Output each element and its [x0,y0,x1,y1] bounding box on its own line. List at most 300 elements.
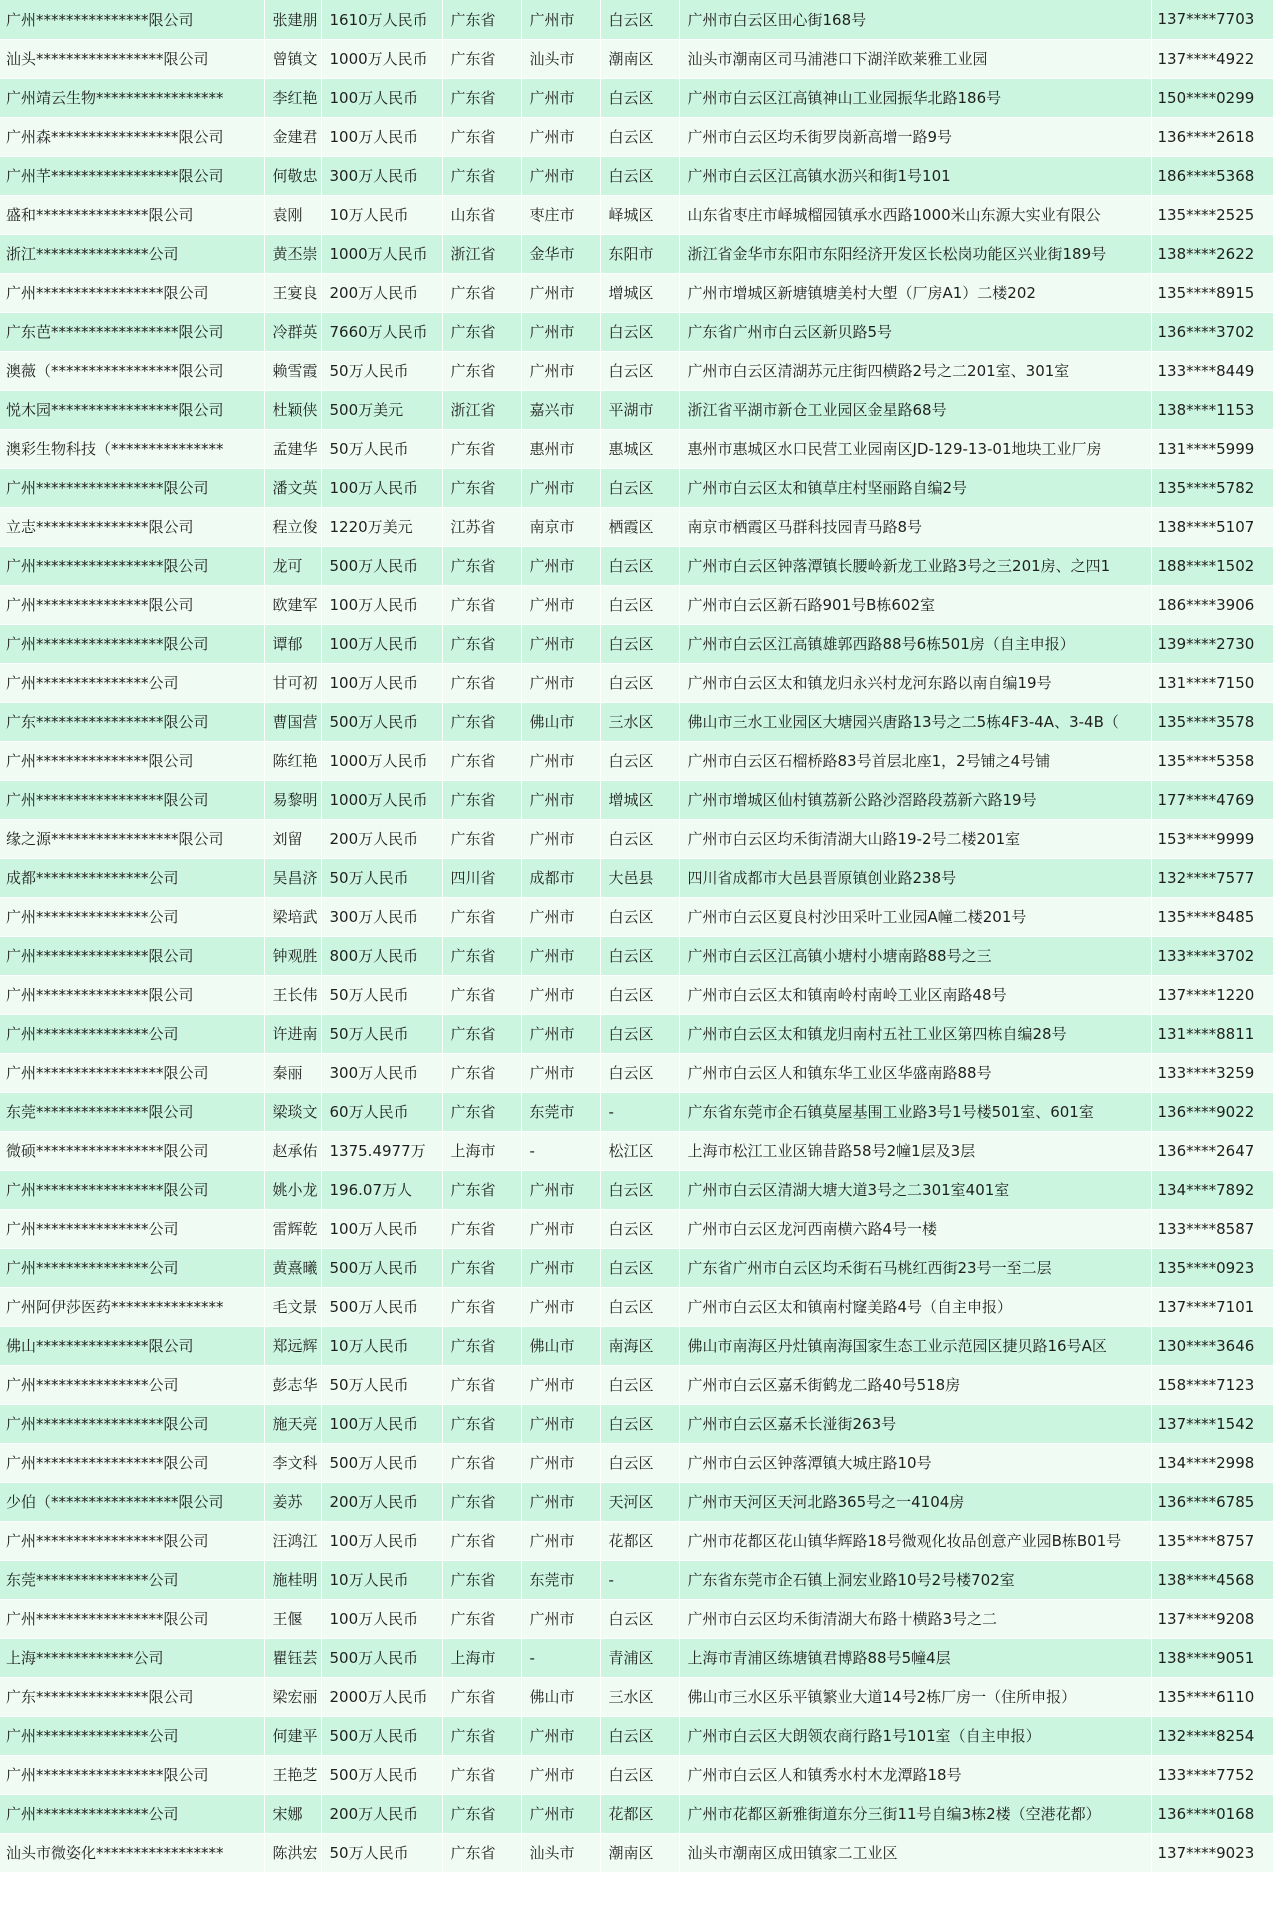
city-cell: 嘉兴市 [521,390,600,429]
company-name-cell: 澳彩生物科技（*************** [0,429,264,468]
city-cell: 广州市 [521,585,600,624]
province-cell: 广东省 [442,468,521,507]
company-name-cell: 广州*****************限公司 [0,1053,264,1092]
province-cell: 广东省 [442,1521,521,1560]
district-cell: 青浦区 [600,1638,679,1677]
district-cell: 大邑县 [600,858,679,897]
province-cell: 广东省 [442,702,521,741]
legal-rep-cell: 赖雪霞 [264,351,321,390]
legal-rep-cell: 陈红艳 [264,741,321,780]
city-cell: 广州市 [521,663,600,702]
city-cell: - [521,1638,600,1677]
city-cell: 广州市 [521,819,600,858]
address-cell: 广州市天河区天河北路365号之一4104房 [679,1482,1151,1521]
district-cell: 白云区 [600,117,679,156]
address-cell: 广州市白云区均禾街罗岗新高增一路9号 [679,117,1151,156]
table-row [0,1170,1273,1209]
legal-rep-cell: 姜苏 [264,1482,321,1521]
company-name-cell: 东莞***************公司 [0,1560,264,1599]
registered-capital-cell: 200万人民币 [321,1482,442,1521]
phone-cell: 134****2998 [1151,1443,1273,1482]
table-row [0,1833,1273,1872]
city-cell: 广州市 [521,312,600,351]
registered-capital-cell: 100万人民币 [321,117,442,156]
district-cell: 白云区 [600,1599,679,1638]
province-cell: 广东省 [442,1560,521,1599]
legal-rep-cell: 陈洪宏 [264,1833,321,1872]
registered-capital-cell: 500万人民币 [321,1287,442,1326]
district-cell: 白云区 [600,585,679,624]
address-cell: 广州市白云区江高镇雄郭西路88号6栋501房（自主申报） [679,624,1151,663]
district-cell: 白云区 [600,0,679,39]
address-cell: 广州市白云区大朗领农商行路1号101室（自主申报） [679,1716,1151,1755]
table-row [0,195,1273,234]
phone-cell: 131****7150 [1151,663,1273,702]
province-cell: 广东省 [442,351,521,390]
phone-cell: 136****2618 [1151,117,1273,156]
address-cell: 汕头市潮南区成田镇家二工业区 [679,1833,1151,1872]
phone-cell: 150****0299 [1151,78,1273,117]
table-row [0,1443,1273,1482]
district-cell: 白云区 [600,819,679,858]
province-cell: 广东省 [442,936,521,975]
legal-rep-cell: 彭志华 [264,1365,321,1404]
district-cell: 东阳市 [600,234,679,273]
company-name-cell: 广州*****************限公司 [0,468,264,507]
table-row [0,1521,1273,1560]
legal-rep-cell: 王偃 [264,1599,321,1638]
registered-capital-cell: 100万人民币 [321,1521,442,1560]
city-cell: 汕头市 [521,1833,600,1872]
legal-rep-cell: 李红艳 [264,78,321,117]
company-name-cell: 广州***************公司 [0,1248,264,1287]
phone-cell: 135****5782 [1151,468,1273,507]
legal-rep-cell: 姚小龙 [264,1170,321,1209]
table-row [0,702,1273,741]
table-row [0,351,1273,390]
address-cell: 广州市白云区江高镇水沥兴和街1号101 [679,156,1151,195]
registered-capital-cell: 1000万人民币 [321,780,442,819]
registered-capital-cell: 500万人民币 [321,1248,442,1287]
company-name-cell: 成都***************公司 [0,858,264,897]
table-row [0,1599,1273,1638]
company-name-cell: 广州***************公司 [0,663,264,702]
table-row [0,975,1273,1014]
legal-rep-cell: 梁培武 [264,897,321,936]
district-cell: 白云区 [600,975,679,1014]
company-name-cell: 悦木园*****************限公司 [0,390,264,429]
province-cell: 广东省 [442,819,521,858]
registered-capital-cell: 196.07万人 [321,1170,442,1209]
city-cell: 广州市 [521,936,600,975]
phone-cell: 135****2525 [1151,195,1273,234]
phone-cell: 135****8757 [1151,1521,1273,1560]
legal-rep-cell: 杜颖侠 [264,390,321,429]
legal-rep-cell: 汪鸿江 [264,1521,321,1560]
province-cell: 广东省 [442,312,521,351]
registered-capital-cell: 60万人民币 [321,1092,442,1131]
city-cell: 广州市 [521,0,600,39]
table-row [0,858,1273,897]
legal-rep-cell: 易黎明 [264,780,321,819]
address-cell: 广州市白云区龙河西南横六路4号一楼 [679,1209,1151,1248]
district-cell: 白云区 [600,1209,679,1248]
district-cell: 天河区 [600,1482,679,1521]
table-row [0,390,1273,429]
city-cell: 广州市 [521,1521,600,1560]
address-cell: 佛山市三水工业园区大塘园兴唐路13号之二5栋4F3-4A、3-4B（ [679,702,1151,741]
company-name-cell: 浙江***************公司 [0,234,264,273]
city-cell: 广州市 [521,624,600,663]
company-name-cell: 广州*****************限公司 [0,780,264,819]
phone-cell: 137****1542 [1151,1404,1273,1443]
district-cell: 潮南区 [600,1833,679,1872]
registered-capital-cell: 500万美元 [321,390,442,429]
city-cell: 广州市 [521,1209,600,1248]
company-name-cell: 广州*****************限公司 [0,1599,264,1638]
address-cell: 广州市白云区太和镇龙归永兴村龙河东路以南自编19号 [679,663,1151,702]
city-cell: 广州市 [521,351,600,390]
district-cell: 花都区 [600,1521,679,1560]
city-cell: 枣庄市 [521,195,600,234]
table-row [0,507,1273,546]
legal-rep-cell: 许进南 [264,1014,321,1053]
table-row [0,234,1273,273]
registered-capital-cell: 50万人民币 [321,429,442,468]
address-cell: 广州市白云区嘉禾长湴街263号 [679,1404,1151,1443]
legal-rep-cell: 曹国营 [264,702,321,741]
table-row [0,1755,1273,1794]
registered-capital-cell: 50万人民币 [321,1833,442,1872]
legal-rep-cell: 梁宏丽 [264,1677,321,1716]
table-row [0,663,1273,702]
province-cell: 广东省 [442,1755,521,1794]
table-row [0,1092,1273,1131]
address-cell: 广州市白云区石榴桥路83号首层北座1，2号铺之4号铺 [679,741,1151,780]
district-cell: 三水区 [600,702,679,741]
district-cell: 白云区 [600,897,679,936]
city-cell: 广州市 [521,117,600,156]
table-row [0,1248,1273,1287]
address-cell: 广州市增城区仙村镇荔新公路沙滘路段荔新六路19号 [679,780,1151,819]
province-cell: 广东省 [442,1170,521,1209]
district-cell: 白云区 [600,1443,679,1482]
phone-cell: 135****8915 [1151,273,1273,312]
province-cell: 广东省 [442,546,521,585]
company-name-cell: 广州*****************限公司 [0,1170,264,1209]
table-row [0,780,1273,819]
address-cell: 惠州市惠城区水口民营工业园南区JD-129-13-01地块工业厂房 [679,429,1151,468]
registered-capital-cell: 1000万人民币 [321,234,442,273]
phone-cell: 132****8254 [1151,1716,1273,1755]
district-cell: 白云区 [600,1170,679,1209]
address-cell: 广州市白云区均禾街清湖大布路十横路3号之二 [679,1599,1151,1638]
province-cell: 广东省 [442,624,521,663]
district-cell: 白云区 [600,312,679,351]
city-cell: 佛山市 [521,702,600,741]
address-cell: 上海市松江工业区锦昔路58号2幢1层及3层 [679,1131,1151,1170]
province-cell: 广东省 [442,429,521,468]
table-row [0,741,1273,780]
registered-capital-cell: 200万人民币 [321,819,442,858]
company-name-cell: 汕头市微姿化***************** [0,1833,264,1872]
legal-rep-cell: 谭郁 [264,624,321,663]
city-cell: 成都市 [521,858,600,897]
province-cell: 广东省 [442,975,521,1014]
province-cell: 广东省 [442,663,521,702]
city-cell: 广州市 [521,1599,600,1638]
table-row [0,39,1273,78]
legal-rep-cell: 郑远辉 [264,1326,321,1365]
province-cell: 广东省 [442,780,521,819]
city-cell: 东莞市 [521,1560,600,1599]
legal-rep-cell: 王长伟 [264,975,321,1014]
legal-rep-cell: 何建平 [264,1716,321,1755]
phone-cell: 133****3259 [1151,1053,1273,1092]
district-cell: 白云区 [600,663,679,702]
table-row [0,1209,1273,1248]
legal-rep-cell: 毛文景 [264,1287,321,1326]
registered-capital-cell: 300万人民币 [321,156,442,195]
district-cell: 白云区 [600,351,679,390]
company-name-cell: 广州***************公司 [0,1716,264,1755]
registered-capital-cell: 50万人民币 [321,351,442,390]
phone-cell: 136****9022 [1151,1092,1273,1131]
company-name-cell: 广州*****************限公司 [0,273,264,312]
city-cell: 广州市 [521,780,600,819]
address-cell: 广州市白云区均禾街清湖大山路19-2号二楼201室 [679,819,1151,858]
phone-cell: 137****4922 [1151,39,1273,78]
phone-cell: 138****5107 [1151,507,1273,546]
company-name-cell: 广州***************公司 [0,1365,264,1404]
city-cell: 广州市 [521,1248,600,1287]
address-cell: 浙江省平湖市新仓工业园区金星路68号 [679,390,1151,429]
phone-cell: 130****3646 [1151,1326,1273,1365]
phone-cell: 131****8811 [1151,1014,1273,1053]
address-cell: 佛山市南海区丹灶镇南海国家生态工业示范园区捷贝路16号A区 [679,1326,1151,1365]
registered-capital-cell: 500万人民币 [321,546,442,585]
table-row [0,1677,1273,1716]
registered-capital-cell: 50万人民币 [321,858,442,897]
registered-capital-cell: 7660万人民币 [321,312,442,351]
province-cell: 广东省 [442,1443,521,1482]
city-cell: 广州市 [521,1053,600,1092]
company-name-cell: 广州***************限公司 [0,975,264,1014]
address-cell: 广州市白云区嘉禾街鹤龙二路40号518房 [679,1365,1151,1404]
province-cell: 广东省 [442,1404,521,1443]
phone-cell: 153****9999 [1151,819,1273,858]
phone-cell: 186****5368 [1151,156,1273,195]
registered-capital-cell: 500万人民币 [321,1443,442,1482]
table-row [0,546,1273,585]
phone-cell: 133****3702 [1151,936,1273,975]
address-cell: 山东省枣庄市峄城榴园镇承水西路1000米山东源大实业有限公 [679,195,1151,234]
company-name-cell: 佛山***************限公司 [0,1326,264,1365]
city-cell: 广州市 [521,975,600,1014]
province-cell: 广东省 [442,1677,521,1716]
registered-capital-cell: 100万人民币 [321,1404,442,1443]
table-row [0,1287,1273,1326]
phone-cell: 136****0168 [1151,1794,1273,1833]
phone-cell: 158****7123 [1151,1365,1273,1404]
table-row [0,1014,1273,1053]
district-cell: 白云区 [600,1248,679,1287]
district-cell: 白云区 [600,1716,679,1755]
registered-capital-cell: 2000万人民币 [321,1677,442,1716]
registered-capital-cell: 100万人民币 [321,468,442,507]
company-name-cell: 少伯（*****************限公司 [0,1482,264,1521]
city-cell: - [521,1131,600,1170]
table-row [0,936,1273,975]
phone-cell: 134****7892 [1151,1170,1273,1209]
phone-cell: 136****3702 [1151,312,1273,351]
legal-rep-cell: 冷群英 [264,312,321,351]
table-row [0,819,1273,858]
address-cell: 广州市白云区田心街168号 [679,0,1151,39]
district-cell: - [600,1092,679,1131]
registered-capital-cell: 300万人民币 [321,897,442,936]
address-cell: 广东省广州市白云区新贝路5号 [679,312,1151,351]
registered-capital-cell: 100万人民币 [321,1599,442,1638]
province-cell: 广东省 [442,1209,521,1248]
address-cell: 广州市花都区新雅街道东分三街11号自编3栋2楼（空港花都） [679,1794,1151,1833]
table-row [0,1131,1273,1170]
phone-cell: 136****2647 [1151,1131,1273,1170]
address-cell: 广州市白云区清湖苏元庄街四横路2号之二201室、301室 [679,351,1151,390]
legal-rep-cell: 李文科 [264,1443,321,1482]
city-cell: 金华市 [521,234,600,273]
legal-rep-cell: 程立俊 [264,507,321,546]
registered-capital-cell: 300万人民币 [321,1053,442,1092]
province-cell: 广东省 [442,1014,521,1053]
table-row [0,1716,1273,1755]
company-name-cell: 广州靖云生物***************** [0,78,264,117]
city-cell: 广州市 [521,1716,600,1755]
district-cell: 增城区 [600,780,679,819]
company-name-cell: 广州*****************限公司 [0,546,264,585]
table-row [0,1365,1273,1404]
table-row [0,1560,1273,1599]
table-row [0,1482,1273,1521]
province-cell: 广东省 [442,1287,521,1326]
province-cell: 浙江省 [442,234,521,273]
address-cell: 南京市栖霞区马群科技园青马路8号 [679,507,1151,546]
phone-cell: 133****8587 [1151,1209,1273,1248]
table-row [0,312,1273,351]
province-cell: 广东省 [442,1365,521,1404]
province-cell: 广东省 [442,0,521,39]
district-cell: 白云区 [600,1014,679,1053]
address-cell: 广州市白云区太和镇草庄村坚丽路自编2号 [679,468,1151,507]
address-cell: 广东省东莞市企石镇莫屋基围工业路3号1号楼501室、601室 [679,1092,1151,1131]
phone-cell: 138****1153 [1151,390,1273,429]
company-name-cell: 广州*****************限公司 [0,1404,264,1443]
registered-capital-cell: 100万人民币 [321,78,442,117]
legal-rep-cell: 黄熹曦 [264,1248,321,1287]
address-cell: 四川省成都市大邑县晋原镇创业路238号 [679,858,1151,897]
legal-rep-cell: 秦丽 [264,1053,321,1092]
address-cell: 广州市白云区清湖大塘大道3号之二301室401室 [679,1170,1151,1209]
district-cell: 花都区 [600,1794,679,1833]
company-name-cell: 广州***************公司 [0,1014,264,1053]
registered-capital-cell: 800万人民币 [321,936,442,975]
table-row [0,1053,1273,1092]
province-cell: 广东省 [442,1053,521,1092]
address-cell: 广州市白云区人和镇秀水村木龙潭路18号 [679,1755,1151,1794]
city-cell: 广州市 [521,1443,600,1482]
address-cell: 广州市白云区太和镇龙归南村五社工业区第四栋自编28号 [679,1014,1151,1053]
company-name-cell: 广州芊*****************限公司 [0,156,264,195]
city-cell: 佛山市 [521,1326,600,1365]
registered-capital-cell: 1610万人民币 [321,0,442,39]
registered-capital-cell: 100万人民币 [321,663,442,702]
registered-capital-cell: 1000万人民币 [321,39,442,78]
company-name-cell: 东莞***************限公司 [0,1092,264,1131]
company-name-cell: 广东*****************限公司 [0,702,264,741]
company-name-cell: 广州*****************限公司 [0,1521,264,1560]
phone-cell: 188****1502 [1151,546,1273,585]
table-row [0,429,1273,468]
province-cell: 广东省 [442,1326,521,1365]
legal-rep-cell: 雷辉乾 [264,1209,321,1248]
table-row [0,117,1273,156]
registered-capital-cell: 100万人民币 [321,1209,442,1248]
city-cell: 广州市 [521,1014,600,1053]
phone-cell: 177****4769 [1151,780,1273,819]
legal-rep-cell: 宋娜 [264,1794,321,1833]
legal-rep-cell: 施桂明 [264,1560,321,1599]
district-cell: 潮南区 [600,39,679,78]
district-cell: 白云区 [600,741,679,780]
city-cell: 广州市 [521,1482,600,1521]
company-name-cell: 立志***************限公司 [0,507,264,546]
district-cell: 白云区 [600,1287,679,1326]
phone-cell: 133****7752 [1151,1755,1273,1794]
phone-cell: 133****8449 [1151,351,1273,390]
registered-capital-cell: 10万人民币 [321,1560,442,1599]
legal-rep-cell: 欧建军 [264,585,321,624]
phone-cell: 138****9051 [1151,1638,1273,1677]
address-cell: 汕头市潮南区司马浦港口下湖洋欧莱雅工业园 [679,39,1151,78]
company-name-cell: 微硕*****************限公司 [0,1131,264,1170]
city-cell: 广州市 [521,273,600,312]
address-cell: 广州市白云区夏良村沙田采叶工业园A幢二楼201号 [679,897,1151,936]
city-cell: 东莞市 [521,1092,600,1131]
province-cell: 浙江省 [442,390,521,429]
phone-cell: 132****7577 [1151,858,1273,897]
province-cell: 上海市 [442,1131,521,1170]
legal-rep-cell: 钟观胜 [264,936,321,975]
district-cell: 白云区 [600,546,679,585]
province-cell: 山东省 [442,195,521,234]
phone-cell: 138****4568 [1151,1560,1273,1599]
province-cell: 广东省 [442,39,521,78]
province-cell: 广东省 [442,585,521,624]
table-row [0,156,1273,195]
address-cell: 广州市白云区太和镇南岭村南岭工业区南路48号 [679,975,1151,1014]
company-name-cell: 广州阿伊莎医药*************** [0,1287,264,1326]
city-cell: 广州市 [521,1755,600,1794]
registered-capital-cell: 100万人民币 [321,585,442,624]
registered-capital-cell: 500万人民币 [321,702,442,741]
province-cell: 广东省 [442,273,521,312]
table-row [0,1326,1273,1365]
registered-capital-cell: 500万人民币 [321,1716,442,1755]
legal-rep-cell: 孟建华 [264,429,321,468]
registered-capital-cell: 500万人民币 [321,1638,442,1677]
company-name-cell: 澳薇（*****************限公司 [0,351,264,390]
district-cell: 峄城区 [600,195,679,234]
